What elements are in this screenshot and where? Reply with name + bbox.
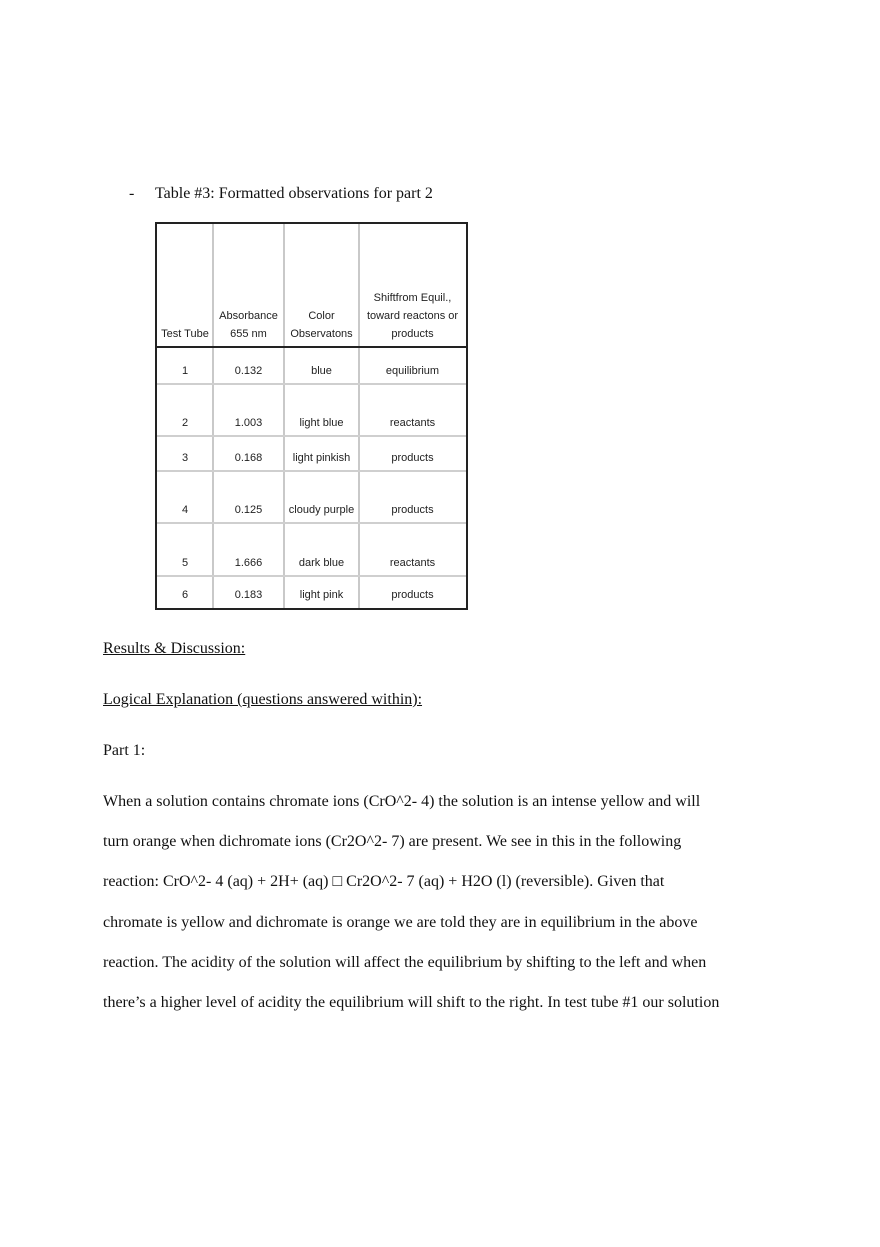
paragraph-line: chromate is yellow and dichromate is orange we are told they are in equilibrium in the above	[103, 913, 698, 931]
header-color-observation: Color Observatons	[290, 310, 353, 340]
cell-color-observation: cloudy purple	[288, 504, 355, 516]
cell-color-observation: light pink	[299, 589, 344, 601]
cell-test-tube: 5	[181, 557, 189, 569]
cell-absorbance: 0.183	[234, 589, 263, 601]
cell-shift: products	[391, 504, 434, 516]
cell-absorbance: 1.666	[234, 557, 263, 569]
caption-text: Table #3: Formatted observations for part 2	[155, 185, 433, 202]
cell-absorbance: 0.125	[234, 504, 263, 516]
header-shift: Shiftfrom Equil., toward reactons or products	[366, 292, 459, 340]
cell-shift: equilibrium	[385, 365, 440, 377]
paragraph-line: When a solution contains chromate ions (CrO^2- 4) the solution is an intense yellow and will	[103, 793, 701, 810]
cell-color-observation: light blue	[299, 417, 344, 429]
cell-absorbance: 1.003	[234, 417, 263, 429]
header-absorbance: Absorbance 655 nm	[219, 310, 278, 340]
cell-color-observation: light pinkish	[292, 452, 351, 464]
logical-explanation-heading: Logical Explanation (questions answered within):	[103, 691, 423, 708]
paragraph-line: turn orange when dichromate ions (Cr2O^2- 7) are present. We see in this in the following	[103, 833, 682, 851]
cell-test-tube: 4	[181, 504, 189, 516]
paragraph-line: reaction. The acidity of the solution will affect the equilibrium by shifting to the left and when	[103, 953, 707, 971]
cell-absorbance: 0.168	[234, 452, 263, 464]
discussion-paragraph	[103, 793, 783, 1034]
observations-table	[155, 222, 468, 610]
cell-shift: products	[391, 452, 434, 464]
cell-shift: products	[391, 589, 434, 601]
paragraph-line: there’s a higher level of acidity the equilibrium will shift to the right. In test tube #1 our solution	[103, 993, 720, 1011]
cell-color-observation: dark blue	[298, 557, 345, 569]
bullet-dash: -	[129, 185, 135, 202]
cell-shift: reactants	[389, 417, 436, 429]
cell-test-tube: 1	[181, 365, 189, 377]
cell-absorbance: 0.132	[234, 365, 263, 377]
table-caption	[129, 185, 433, 203]
results-heading: Results & Discussion:	[103, 640, 246, 657]
cell-test-tube: 3	[181, 452, 189, 464]
cell-shift: reactants	[389, 557, 436, 569]
cell-test-tube: 6	[181, 589, 189, 601]
paragraph-line: reaction: CrO^2- 4 (aq) + 2H+ (aq) □ Cr2O^2- 7 (aq) + H2O (l) (reversible). Given that	[103, 873, 665, 891]
part1-heading: Part 1:	[103, 742, 146, 759]
header-test-tube: Test Tube	[161, 328, 209, 340]
cell-test-tube: 2	[181, 417, 189, 429]
cell-color-observation: blue	[311, 365, 332, 377]
